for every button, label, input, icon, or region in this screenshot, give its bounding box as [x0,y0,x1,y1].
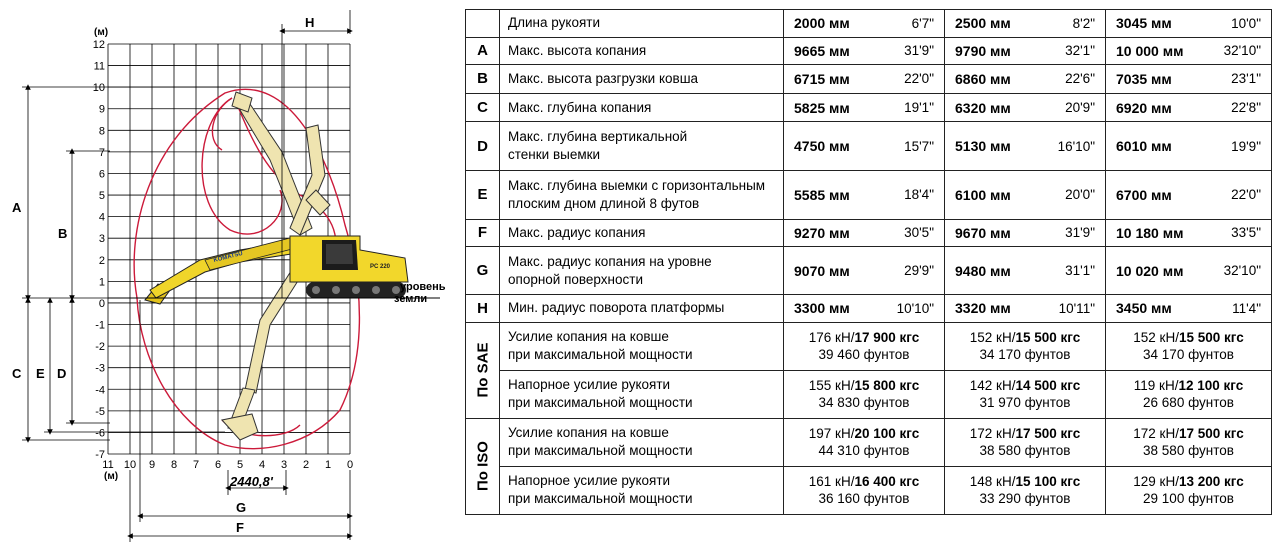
row-value [945,247,1106,295]
y-tick-label: 2 [98,254,105,267]
value-ft: 19'1" [904,100,934,116]
value-mm: 6320 мм [955,99,1011,116]
row-value [1106,37,1272,65]
force-kgs: 15 100 кгс [1015,474,1081,490]
row-value [784,295,945,323]
force-kgs: 15 500 кгс [1178,330,1244,346]
force-kn: 176 кН/ [808,330,855,346]
header-col-2 [945,10,1106,38]
value-mm: 6100 мм [955,186,1011,203]
force-value [1106,466,1272,514]
value-ft: 22'8" [1231,100,1261,116]
value-mm: 5825 мм [794,99,850,116]
force-lb: 36 160 фунтов [818,491,910,507]
row-label-line1: Макс. глубина вертикальной [508,129,688,145]
row-value [784,247,945,295]
force-value-line1 [949,425,1101,442]
row-value [945,295,1106,323]
spec-row [466,65,1272,94]
force-lb: 34 170 фунтов [1143,347,1234,363]
value-ft: 22'0" [904,71,934,87]
value-mm: 3300 мм [794,300,850,317]
row-value [945,219,1106,247]
header-label: Длина рукояти [500,10,784,38]
row-label-line2: опорной поверхности [508,271,643,287]
value-mm: 9665 мм [794,42,850,59]
force-kn: 119 кН/ [1133,378,1179,394]
sae-force-row [466,370,1272,418]
row-key: H [466,295,500,323]
sae-force-row [466,322,1272,370]
x-tick-label: 7 [192,459,200,471]
value-mm: 6700 мм [1116,186,1172,203]
value-mm: 7035 мм [1116,70,1172,87]
force-label-line2: при максимальной мощности [508,347,693,363]
y-tick-label: -3 [95,362,105,375]
force-value [784,466,945,514]
force-label [500,466,784,514]
header-col-3 [1106,10,1272,38]
y-tick-label: 12 [92,39,105,51]
row-value [784,93,945,122]
force-label [500,322,784,370]
force-kgs: 15 800 кгс [854,378,920,394]
value-mm: 6860 мм [955,70,1011,87]
sae-group-cell [466,322,500,418]
y-tick-label: 7 [98,146,105,159]
y-tick-label: 6 [98,168,105,181]
row-value [1106,93,1272,122]
value-ft: 10'10" [896,300,934,316]
force-lb: 38 580 фунтов [1143,443,1234,459]
y-tick-label: -2 [95,341,105,354]
value-mm: 4750 мм [794,138,850,155]
header-col-1 [784,10,945,38]
force-kn: 142 кН/ [969,378,1016,394]
y-tick-label: 5 [98,190,105,203]
value-ft: 18'4" [904,187,934,203]
row-value [945,37,1106,65]
row-value [945,93,1106,122]
working-range-diagram [0,0,455,559]
header-row [466,10,1272,38]
spec-row [466,219,1272,247]
y-tick-label: 8 [98,125,105,138]
force-label-line2: при максимальной мощности [508,443,693,459]
y-tick-label: 11 [93,60,105,73]
row-label [500,122,784,171]
value-ft: 23'1" [1231,71,1261,87]
value-ft: 22'6" [1065,71,1095,87]
row-value [784,219,945,247]
iso-group-cell [466,418,500,514]
value-mm: 10 180 мм [1116,224,1184,241]
value-mm: 5130 мм [955,138,1011,155]
row-key: F [466,219,500,247]
dim-e-label: E [36,366,45,381]
value-mm: 6010 мм [1116,138,1172,155]
force-kn: 152 кН/ [969,330,1016,346]
row-key: B [466,65,500,94]
dim-b-label: B [58,226,68,241]
value-ft: 31'9" [904,43,934,59]
x-tick-label: 1 [324,459,332,471]
dim-2440-label: 2440,8' [230,474,273,489]
force-value [784,322,945,370]
value-ft: 11'4" [1232,300,1261,316]
force-label-line1: Усилие копания на ковше [508,425,669,441]
value-mm: 6920 мм [1116,99,1172,116]
spec-row [466,247,1272,295]
row-label-line2: плоским дном длиной 8 футов [508,195,700,211]
value-ft: 31'1" [1065,263,1095,279]
force-kn: 197 кН/ [808,426,855,442]
row-label: Макс. высота разгрузки ковша [500,65,784,94]
force-value-line1 [949,473,1101,490]
spec-row [466,93,1272,122]
x-tick-label: 8 [170,459,178,471]
x-tick-label: 10 [123,459,137,471]
value-ft: 10'0" [1231,15,1261,31]
row-value [1106,247,1272,295]
value-ft: 16'10" [1057,138,1095,154]
iso-force-row [466,418,1272,466]
dim-d-label: D [57,366,67,381]
value-ft: 32'1" [1065,43,1095,59]
value-mm: 10 020 мм [1116,262,1184,279]
row-label [500,247,784,295]
y-tick-label: -4 [95,384,105,397]
value-mm: 9070 мм [794,262,850,279]
force-label-line1: Усилие копания на ковше [508,329,669,345]
force-kn: 155 кН/ [808,378,855,394]
model-label: PC 220 [370,264,391,270]
value-ft: 15'7" [904,138,934,154]
row-label-line1: Макс. радиус копания на уровне [508,253,712,269]
force-kgs: 14 500 кгс [1015,378,1081,394]
x-tick-label: 6 [214,459,222,471]
value-ft: 19'9" [1231,138,1261,154]
row-key: E [466,171,500,219]
force-value-line1 [788,329,940,346]
value-ft: 30'5" [904,225,934,241]
row-key: D [466,122,500,171]
value-mm: 2000 мм [794,15,850,32]
dim-f-label: F [236,520,244,535]
row-label: Макс. радиус копания [500,219,784,247]
value-ft: 31'9" [1065,225,1095,241]
force-value-line1 [788,473,940,490]
force-label-line1: Напорное усилие рукояти [508,473,671,489]
force-lb: 26 680 фунтов [1143,395,1234,411]
row-value [784,171,945,219]
force-value-line1 [949,377,1101,394]
force-value [945,466,1106,514]
force-value [1106,322,1272,370]
force-kn: 161 кН/ [808,474,855,490]
y-tick-label: 0 [98,297,105,310]
y-tick-label: 10 [92,82,105,95]
iso-group-label: По ISO [474,441,491,492]
row-value [1106,171,1272,219]
value-mm: 6715 мм [794,70,850,87]
spec-table [465,9,1272,515]
force-value-line1 [1110,377,1267,394]
value-mm: 3045 мм [1116,15,1172,32]
value-mm: 3320 мм [955,300,1011,317]
value-ft: 8'2" [1072,15,1095,31]
row-key: G [466,247,500,295]
force-value [945,370,1106,418]
force-kgs: 17 500 кгс [1178,426,1244,442]
row-label-line2: стенки выемки [508,147,601,163]
value-mm: 9480 мм [955,262,1011,279]
row-value [1106,122,1272,171]
value-mm: 10 000 мм [1116,42,1184,59]
y-tick-label: -5 [95,405,105,418]
x-tick-label: 0 [346,459,354,471]
force-label [500,418,784,466]
force-kgs: 15 500 кгс [1015,330,1081,346]
row-value [784,37,945,65]
x-tick-label: 3 [280,459,288,471]
sae-group-label: По SAE [474,342,491,398]
y-tick-labels [93,39,105,461]
spec-row [466,171,1272,219]
row-key: A [466,37,500,65]
y-unit-label: (м) [94,27,109,38]
value-mm: 2500 мм [955,15,1011,32]
force-label-line2: при максимальной мощности [508,491,693,507]
force-kgs: 16 400 кгс [854,474,920,490]
value-mm: 9270 мм [794,224,850,241]
row-label: Мин. радиус поворота платформы [500,295,784,323]
row-value [784,65,945,94]
force-lb: 34 830 фунтов [818,395,910,411]
row-value [1106,295,1272,323]
row-value [1106,219,1272,247]
ground-label-line1: уровень [400,281,446,293]
force-value [784,418,945,466]
force-value [1106,370,1272,418]
row-label-line1: Макс. глубина выемки с горизонтальным [508,177,766,193]
force-kn: 152 кН/ [1133,330,1179,346]
row-value [945,122,1106,171]
value-ft: 33'5" [1231,225,1261,241]
brand-label: KOMATSU [213,250,244,264]
x-tick-label: 9 [148,459,156,471]
value-ft: 32'10" [1223,263,1261,279]
dim-h-label: H [305,15,315,30]
value-mm: 3450 мм [1116,300,1172,317]
spec-row [466,295,1272,323]
y-tick-label: -6 [95,427,105,440]
force-value-line1 [788,377,940,394]
force-kn: 148 кН/ [969,474,1016,490]
value-ft: 6'7" [911,15,934,31]
value-mm: 9670 мм [955,224,1011,241]
force-label-line2: при максимальной мощности [508,395,693,411]
force-value [945,322,1106,370]
spec-row [466,37,1272,65]
row-value [945,171,1106,219]
force-lb: 33 290 фунтов [979,491,1071,507]
value-mm: 9790 мм [955,42,1011,59]
x-tick-label: 2 [302,459,310,471]
x-tick-label: 11 [102,459,114,471]
force-value [784,370,945,418]
iso-force-row [466,466,1272,514]
row-value [784,122,945,171]
force-kn: 172 кН/ [1133,426,1179,442]
ground-label-line2: земли [394,293,428,305]
row-value [945,65,1106,94]
y-tick-label: 3 [98,233,105,246]
force-value [945,418,1106,466]
dim-c-label: C [12,366,22,381]
force-lb: 38 580 фунтов [979,443,1071,459]
row-label [500,171,784,219]
value-mm: 5585 мм [794,186,850,203]
force-kn: 129 кН/ [1133,474,1179,490]
force-value-line1 [949,329,1101,346]
force-value [1106,418,1272,466]
force-kn: 172 кН/ [969,426,1016,442]
row-label: Макс. высота копания [500,37,784,65]
force-kgs: 20 100 кгс [854,426,920,442]
value-ft: 32'10" [1223,43,1261,59]
force-kgs: 17 900 кгс [854,330,920,346]
force-kgs: 13 200 кгс [1178,474,1244,490]
force-lb: 39 460 фунтов [818,347,910,363]
dim-g-label: G [236,500,247,515]
y-tick-label: 9 [98,103,105,116]
force-label-line1: Напорное усилие рукояти [508,377,671,393]
force-label [500,370,784,418]
value-ft: 29'9" [904,263,934,279]
force-kgs: 17 500 кгс [1015,426,1081,442]
force-value-line1 [1110,473,1267,490]
spec-row [466,122,1272,171]
force-lb: 44 310 фунтов [818,443,910,459]
x-tick-label: 4 [258,459,266,471]
force-value-line1 [1110,425,1267,442]
value-ft: 20'0" [1065,187,1095,203]
value-ft: 20'9" [1065,100,1095,116]
force-value-line1 [1110,329,1267,346]
force-lb: 31 970 фунтов [979,395,1071,411]
y-tick-label: 1 [98,276,105,289]
y-tick-label: 4 [98,211,105,224]
force-value-line1 [788,425,940,442]
force-lb: 34 170 фунтов [979,347,1071,363]
row-key: C [466,93,500,122]
x-unit-label: (м) [104,471,119,482]
row-value [1106,65,1272,94]
force-lb: 29 100 фунтов [1143,491,1234,507]
y-tick-label: -1 [95,319,105,332]
force-kgs: 12 100 кгс [1178,378,1244,394]
value-ft: 10'11" [1058,300,1095,316]
header-key-cell [466,10,500,38]
row-label: Макс. глубина копания [500,93,784,122]
dim-a-label: A [12,200,22,215]
y-tick-label: -7 [95,449,105,461]
spec-table-body [466,10,1272,515]
value-ft: 22'0" [1231,187,1261,203]
x-tick-label: 5 [236,459,244,471]
